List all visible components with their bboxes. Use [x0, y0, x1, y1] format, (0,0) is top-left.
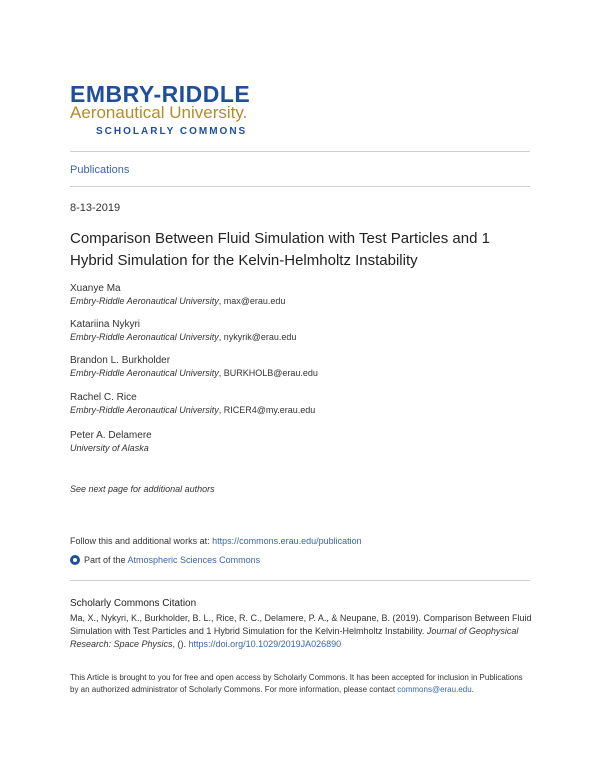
- publications-link[interactable]: Publications: [70, 164, 130, 176]
- author-name: Katariina Nykyri: [70, 319, 141, 330]
- publication-collection-link[interactable]: https://commons.erau.edu/publication: [212, 536, 362, 546]
- author-name: Brandon L. Burkholder: [70, 355, 171, 366]
- author-affiliation: Embry-Riddle Aeronautical University, nykyrik@erau.edu: [70, 332, 297, 342]
- article-title: Comparison Between Fluid Simulation with Test Particles and 1 Hybrid Simulation for the Kelvin-Helmholtz Instability: [70, 230, 490, 269]
- author-name: Peter A. Delamere: [70, 430, 152, 441]
- access-notice: This Article is brought to you for free and open access by Scholarly Commons. It has been accepted for inclusion in Publications by an authorized administrator of Scholarly Commons. For more information, please contact commons@erau.edu.: [70, 673, 523, 694]
- logo-aeronautical-university: Aeronautical University.: [70, 103, 248, 122]
- divider: [70, 151, 530, 152]
- author-block: [70, 429, 152, 455]
- author-block: [70, 354, 318, 380]
- divider: [70, 580, 530, 581]
- citation-heading: Scholarly Commons Citation: [70, 598, 197, 609]
- author-affiliation: Embry-Riddle Aeronautical University, BURKHOLB@erau.edu: [70, 368, 318, 378]
- additional-authors-note: See next page for additional authors: [70, 484, 215, 494]
- author-affiliation: Embry-Riddle Aeronautical University, RICER4@my.erau.edu: [70, 405, 316, 415]
- part-of-line: Part of the Atmospheric Sciences Commons: [70, 555, 260, 565]
- author-affiliation: University of Alaska: [70, 443, 149, 453]
- doi-link[interactable]: https://doi.org/10.1029/2019JA026890: [188, 639, 342, 649]
- author-name: Rachel C. Rice: [70, 392, 137, 403]
- atmospheric-sciences-commons-link[interactable]: Atmospheric Sciences Commons: [127, 555, 261, 565]
- author-block: [70, 391, 315, 417]
- logo-embry-riddle: EMBRY-RIDDLE: [70, 81, 251, 107]
- logo-scholarly-commons: SCHOLARLY COMMONS: [96, 126, 248, 137]
- author-affiliation: Embry-Riddle Aeronautical University, max@erau.edu: [70, 296, 286, 306]
- author-block: [70, 318, 296, 344]
- author-name: Xuanye Ma: [70, 283, 121, 294]
- author-block: [70, 282, 285, 308]
- follow-line: Follow this and additional works at: https://commons.erau.edu/publication: [70, 536, 362, 546]
- divider: [70, 186, 530, 187]
- contact-email-link[interactable]: commons@erau.edu: [397, 684, 472, 694]
- commons-network-icon: [70, 555, 80, 565]
- publication-date: 8-13-2019: [70, 202, 121, 214]
- citation-text: Ma, X., Nykyri, K., Burkholder, B. L., Rice, R. C., Delamere, P. A., & Neupane, B. (2019). Comparison Between Fluid Simulation with Test Particles and 1 Hybrid Simulation for the Kelvin-Helmholtz Instability. Journal of Geophysical Research: Space Physics, (). https://doi.org/10.1029/2019JA026890: [70, 613, 532, 649]
